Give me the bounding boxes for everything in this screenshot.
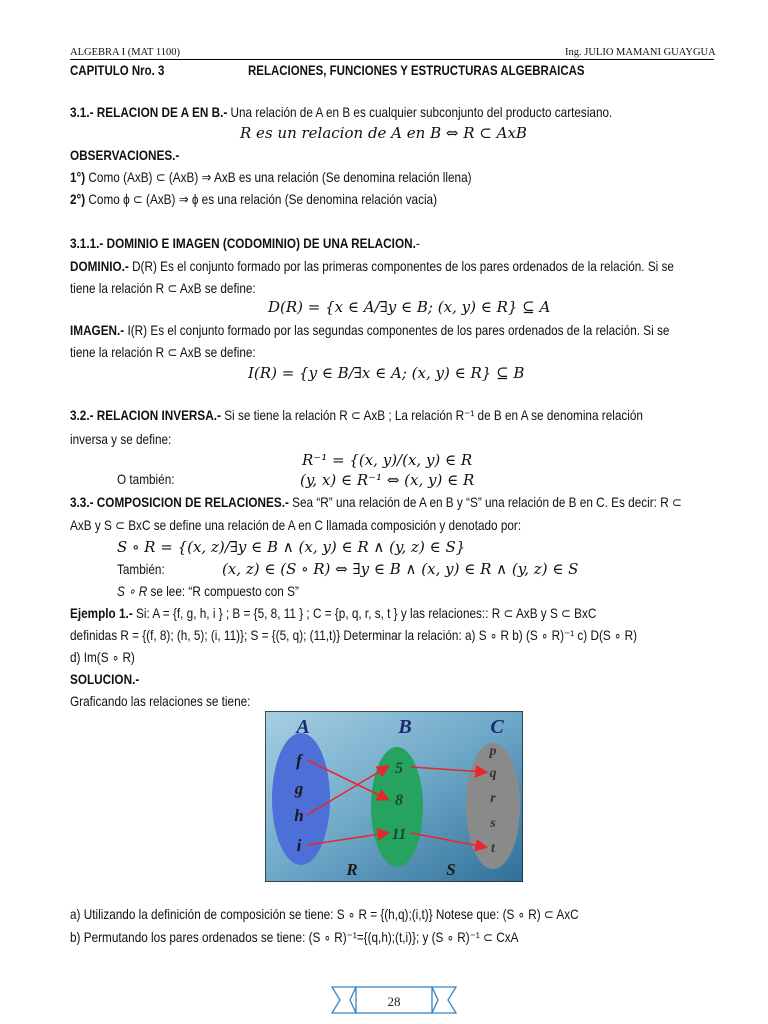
section-3-3-line-1 xyxy=(70,494,682,511)
solution-heading: SOLUCION.- xyxy=(70,671,140,687)
imagen-formula: I(R) = {y ∈ B/∃x ∈ A; (x, y) ∈ R} ⊆ B xyxy=(248,364,525,382)
section-3-1 xyxy=(70,104,612,120)
section-3-3-text: Sea “R” una relación de A en B y “S” una relación de B en C. Es decir: R ⊂ xyxy=(288,494,682,510)
element-a-g: g xyxy=(294,779,304,798)
author-header: Ing. JULIO MAMANI GUAYGUA xyxy=(565,47,716,58)
relations-diagram xyxy=(265,711,523,882)
dominio-formula: D(R) = {x ∈ A/∃y ∈ B; (x, y) ∈ R} ⊆ A xyxy=(268,298,551,316)
observation-2 xyxy=(70,191,437,208)
relation-s-label: S xyxy=(446,860,456,879)
section-3-1-1-heading-tail: - xyxy=(415,235,420,251)
dominio-line-1 xyxy=(70,258,674,274)
composition-also-label: También: xyxy=(117,561,165,577)
observation-1-text: Como (AxB) ⊂ (AxB) ⇒ AxB es una relación (Se denomina relación llena) xyxy=(85,169,472,185)
section-3-1-text: Una relación de A en B es cualquier subconjunto del producto cartesiano. xyxy=(230,104,613,120)
dominio-line-2: tiene la relación R ⊂ AxB se define: xyxy=(70,280,256,296)
observation-1-number: 1°) xyxy=(70,169,86,185)
example-line-2: definidas R = {(f, 8); (h, 5); (i, 11)}; S = {(5, q); (11,t)} Determinar la relación: a) S ∘ R b) (S ∘ R)⁻¹ c) D(S ∘ R) xyxy=(70,627,638,643)
section-3-2-line-1 xyxy=(70,407,643,424)
observation-1 xyxy=(70,169,472,186)
imagen-text: I(R) Es el conjunto formado por las segundas componentes de los pares ordenados de la relación. Si se xyxy=(124,322,670,338)
section-3-2-line-2: inversa y se define: xyxy=(70,431,172,447)
element-c-p: p xyxy=(489,744,497,759)
relation-r-label: R xyxy=(346,860,358,879)
example-line-1 xyxy=(70,605,596,622)
imagen-line-2: tiene la relación R ⊂ AxB se define: xyxy=(70,344,256,360)
inverse-formula-2: (y, x) ∈ R⁻¹ ⇔ (x, y) ∈ R xyxy=(300,471,475,489)
course-header: ALGEBRA I (MAT 1100) xyxy=(70,47,180,58)
solution-intro: Graficando las relaciones se tiene: xyxy=(70,693,251,709)
section-3-2-text: Si se tiene la relación R ⊂ AxB ; La relación R⁻¹ de B en A se denomina relación xyxy=(220,407,643,423)
inverse-also-label: O también: xyxy=(117,471,175,487)
set-label-b: B xyxy=(398,716,412,738)
example-text: Si: A = {f, g, h, i } ; B = {5, 8, 11 } ; C = {p, q, r, s, t } y las relaciones:: R ⊂ AxB y S ⊂ BxC xyxy=(132,605,597,621)
chapter-title: RELACIONES, FUNCIONES Y ESTRUCTURAS ALGEBRAICAS xyxy=(248,62,585,78)
set-label-c: C xyxy=(490,716,504,738)
element-b-8: 8 xyxy=(395,792,403,809)
answer-a: a) Utilizando la definición de composición se tiene: S ∘ R = {(h,q);(i,t)} Notese que: (S ∘ R) ⊂ AxC xyxy=(70,906,579,922)
example-line-3: d) Im(S ∘ R) xyxy=(70,649,135,665)
element-a-i: i xyxy=(296,836,302,855)
dominio-text: D(R) Es el conjunto formado por las primeras componentes de los pares ordenados de la relación. Si se xyxy=(128,258,674,274)
element-c-t: t xyxy=(491,841,495,856)
chapter-label: CAPITULO Nro. 3 xyxy=(70,62,165,78)
composition-reading-text: se lee: “R compuesto con S” xyxy=(147,583,299,599)
section-3-1-formula: R es un relacion de A en B ⇔ R ⊂ AxB xyxy=(240,124,527,142)
answer-b: b) Permutando los pares ordenados se tiene: (S ∘ R)⁻¹={(q,h);(t,i)}; y (S ∘ R)⁻¹ ⊂ CxA xyxy=(70,929,519,945)
observaciones-heading: OBSERVACIONES.- xyxy=(70,147,180,163)
header-rule xyxy=(70,59,714,60)
section-3-1-1-heading: 3.1.1.- DOMINIO E IMAGEN (CODOMINIO) DE UNA RELACION. xyxy=(70,235,416,251)
element-c-s: s xyxy=(490,816,496,831)
imagen-label: IMAGEN.- xyxy=(70,322,125,338)
page-number: 28 xyxy=(387,994,401,1009)
section-3-3-line-2: AxB y S ⊂ BxC se define una relación de A en C llamada composición y denotado por: xyxy=(70,517,522,533)
section-3-1-1 xyxy=(70,235,420,251)
observation-2-text: Como ϕ ⊂ (AxB) ⇒ ϕ es una relación (Se denomina relación vacia) xyxy=(85,191,438,207)
element-b-11: 11 xyxy=(391,826,407,843)
element-c-r: r xyxy=(490,791,496,806)
section-3-3-heading: 3.3.- COMPOSICION DE RELACIONES.- xyxy=(70,494,289,510)
composition-reading xyxy=(117,583,299,600)
observation-2-number: 2°) xyxy=(70,191,86,207)
example-label: Ejemplo 1.- xyxy=(70,605,133,621)
element-b-5: 5 xyxy=(395,760,403,777)
element-a-f: f xyxy=(296,751,302,770)
element-c-q: q xyxy=(489,766,497,781)
section-3-2-heading: 3.2.- RELACION INVERSA.- xyxy=(70,407,221,423)
inverse-formula: R⁻¹ = {(x, y)/(x, y) ∈ R xyxy=(302,451,473,469)
section-3-1-heading: 3.1.- RELACION DE A EN B.- xyxy=(70,104,228,120)
composition-formula: S ∘ R = {(x, z)/∃y ∈ B ∧ (x, y) ∈ R ∧ (y, z) ∈ S} xyxy=(117,538,466,556)
composition-formula-2: (x, z) ∈ (S ∘ R) ⇔ ∃y ∈ B ∧ (x, y) ∈ R ∧ (y, z) ∈ S xyxy=(222,560,579,578)
element-a-h: h xyxy=(294,806,304,825)
imagen-line-1 xyxy=(70,322,669,338)
page-number-badge xyxy=(330,983,458,1017)
composition-reading-math: S ∘ R xyxy=(117,583,148,599)
dominio-label: DOMINIO.- xyxy=(70,258,129,274)
set-label-a: A xyxy=(296,716,310,738)
